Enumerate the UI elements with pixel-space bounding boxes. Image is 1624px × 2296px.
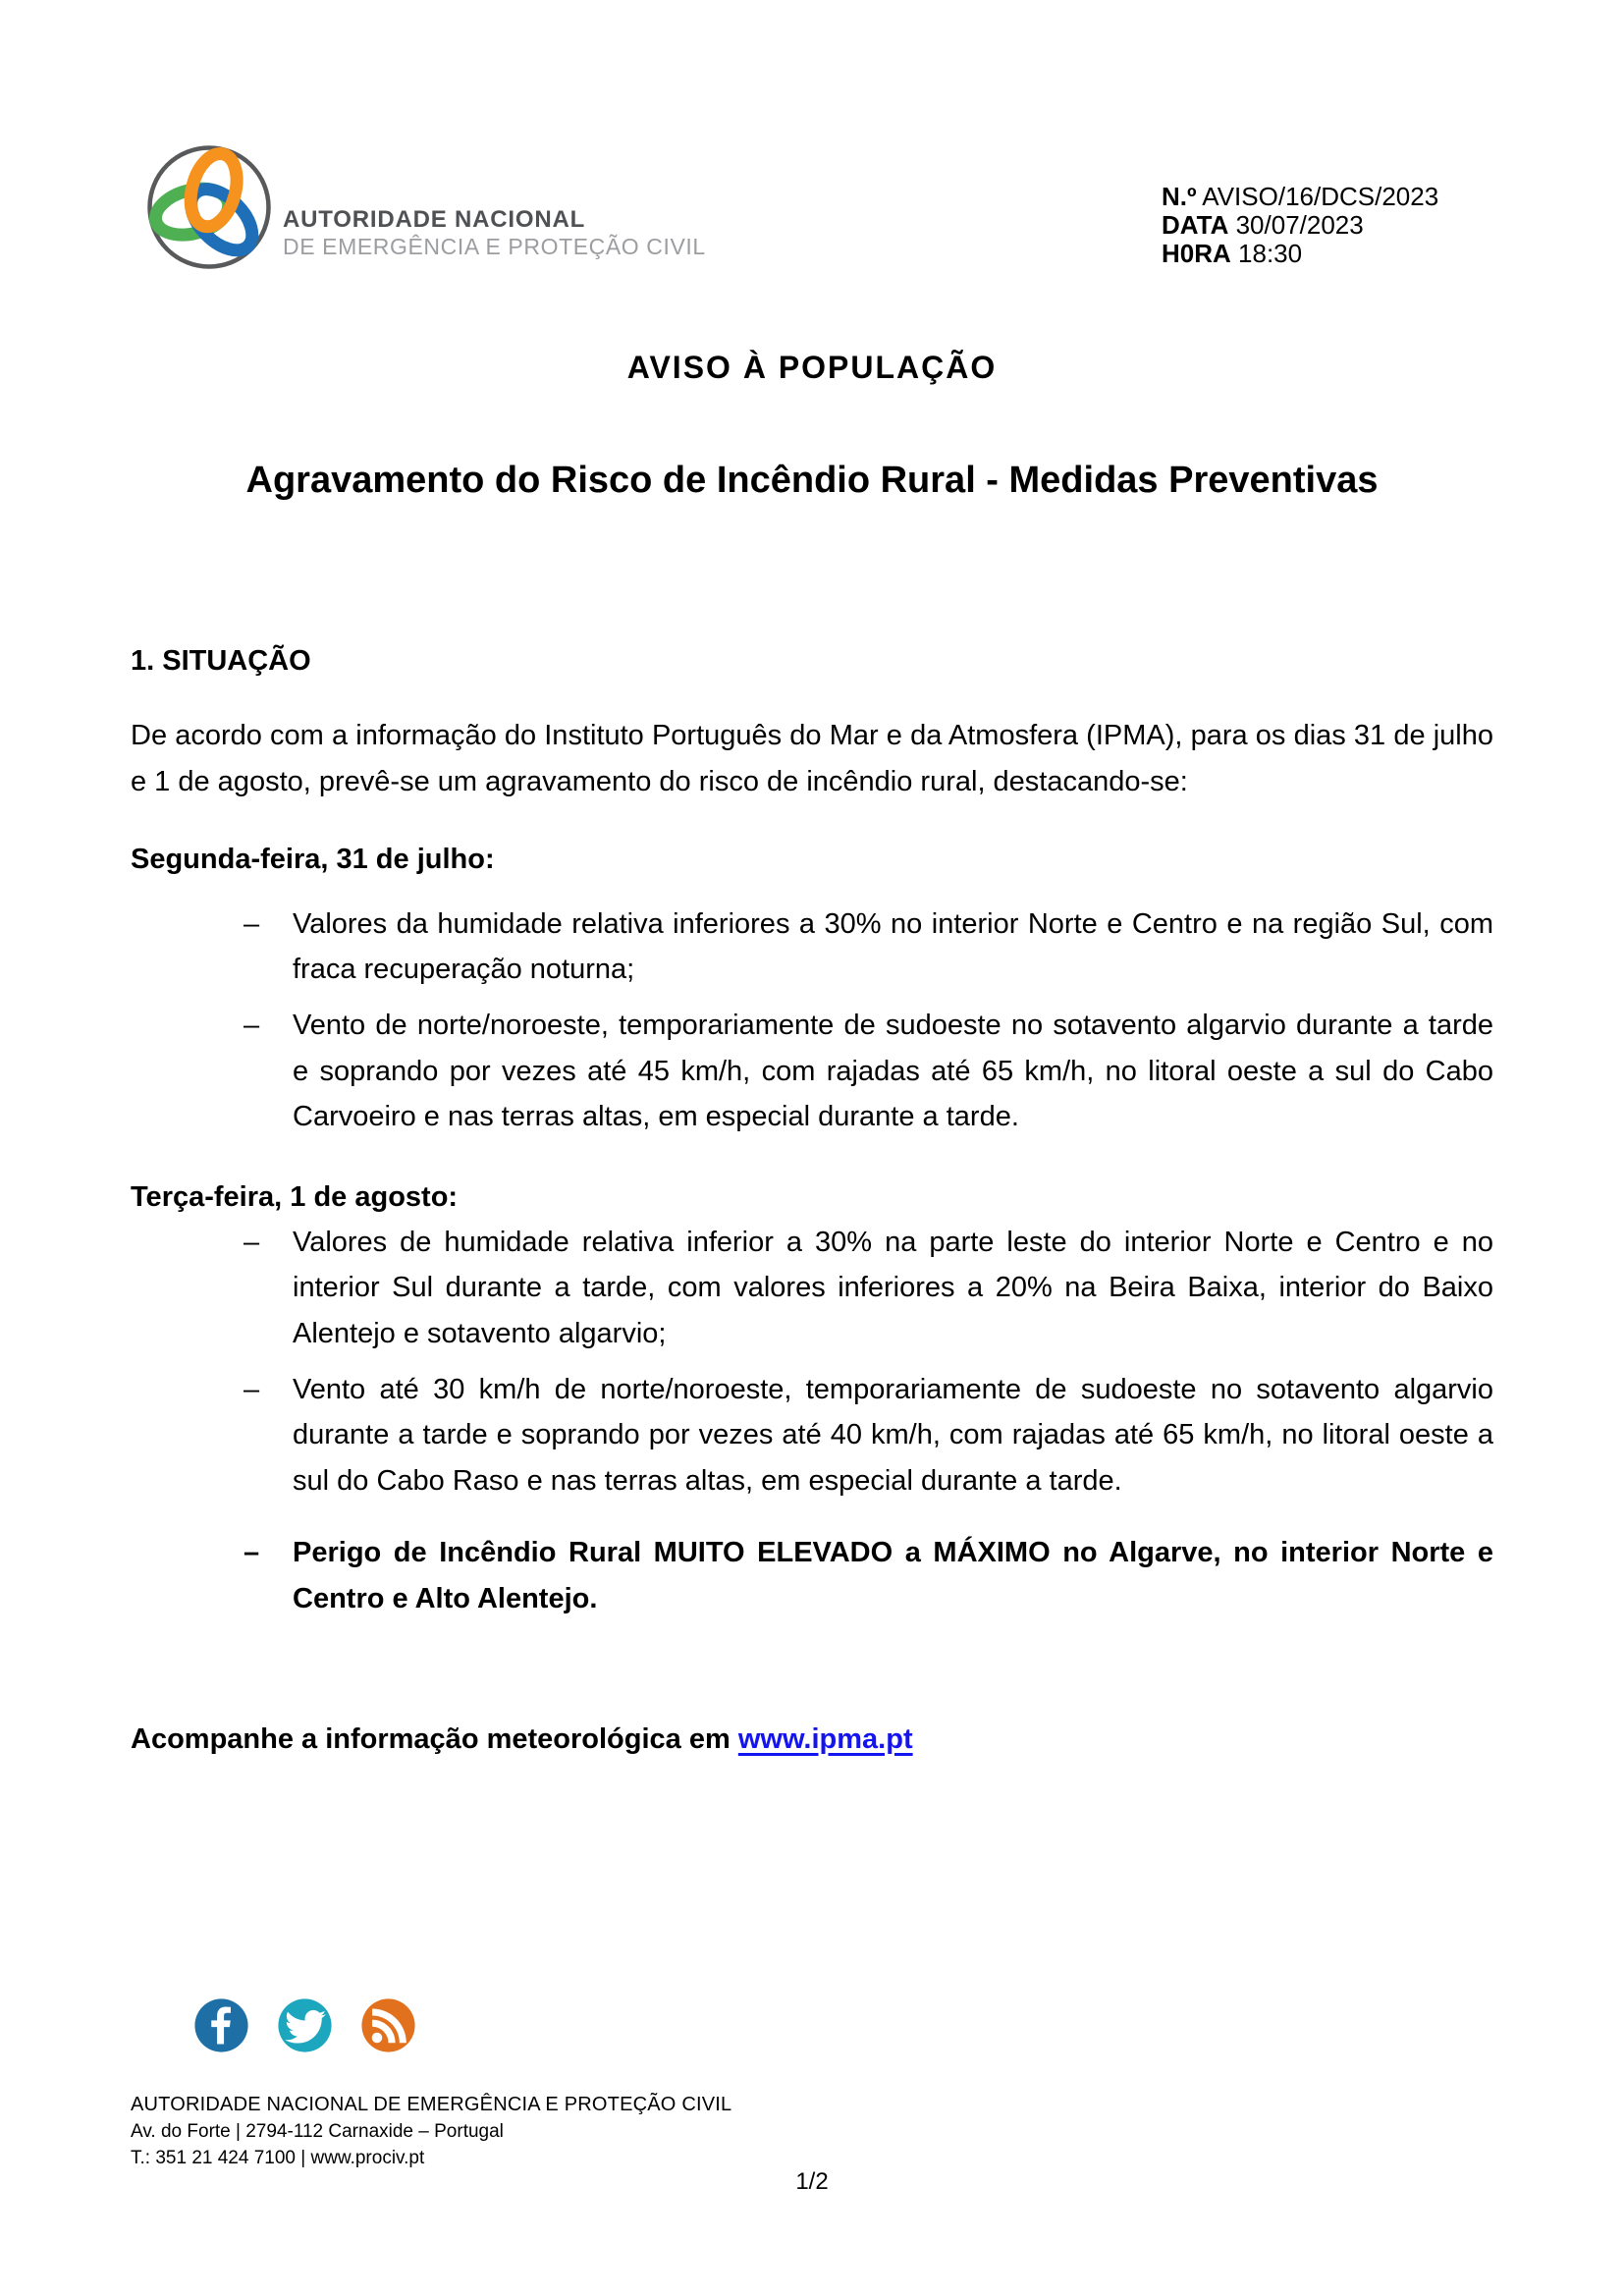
follow-weather-line [131,1717,1493,1762]
doc-time-label: H0RA [1162,239,1231,268]
facebook-icon[interactable] [193,1997,249,2053]
footer-org-name: AUTORIDADE NACIONAL DE EMERGÊNCIA E PROTEÇÃO CIVIL [131,2094,732,2115]
list-item [131,1003,1493,1139]
org-name [283,206,706,259]
doc-heading: Agravamento do Risco de Incêndio Rural - Medidas Preventivas [245,460,1379,501]
dash-bullet-icon [244,902,293,993]
dash-bullet-icon [244,1003,293,1139]
list-item [131,1367,1493,1503]
dash-bullet-icon [244,1367,293,1503]
org-name-line1: AUTORIDADE NACIONAL [283,205,586,233]
dash-bullet-icon [244,1530,293,1621]
ipma-link[interactable]: www.ipma.pt [737,1723,913,1756]
monday-bullet-1: Valores da humidade relativa inferiores a 30% no interior Norte e Centro e na região Sul, com fraca recuperação noturna; [293,907,1493,985]
intro-paragraph: De acordo com a informação do Instituto Português do Mar e da Atmosfera (IPMA), para os dias 31 de julho e 1 de agosto, prevê-se um agravamento do risco de incêndio rural, destacando-se: [131,720,1493,797]
list-item [131,902,1493,993]
doc-number-label: N.º [1162,182,1197,211]
anepc-trefoil-logo-icon [145,143,273,271]
dash-bullet-icon [244,1220,293,1356]
footer-contacts: T.: 351 21 424 7100 | www.prociv.pt [131,2148,425,2168]
subheading-monday: Segunda-feira, 31 de julho: [131,844,495,876]
rss-icon[interactable] [360,1997,416,2053]
subheading-tuesday: Terça-feira, 1 de agosto: [131,1180,459,1213]
list-item [131,1220,1493,1356]
list-item [131,1530,1493,1621]
tuesday-bullet-list [131,1220,1493,1621]
doc-number-value: AVISO/16/DCS/2023 [1202,182,1439,211]
section-heading-situacao: 1. SITUAÇÃO [131,645,311,677]
footer-address: Av. do Forte | 2794-112 Carnaxide – Portugal [131,2121,504,2142]
fire-danger-bold-bullet: Perigo de Incêndio Rural MUITO ELEVADO a MÁXIMO no Algarve, no interior Norte e Centro e Alto Alentejo. [293,1537,1493,1614]
doc-meta-number [1162,183,1438,211]
monday-bullet-2: Vento de norte/noroeste, temporariamente de sudoeste no sotavento algarvio durante a tarde e soprando por vezes até 45 km/h, com rajadas até 65 km/h, no litoral oeste a sul do Cabo Carvoeiro e nas terras altas, em especial durante a tarde. [293,1010,1493,1133]
twitter-icon[interactable] [277,1997,333,2053]
doc-body [131,638,1493,1762]
org-logo [145,143,706,271]
doc-meta-date [1162,211,1438,240]
doc-date-value: 30/07/2023 [1235,210,1364,240]
monday-bullet-list [131,902,1493,1140]
tuesday-bullet-2: Vento até 30 km/h de norte/noroeste, temporariamente de sudoeste no sotavento algarvio durante a tarde e soprando por vezes até 40 km/h, com rajadas até 65 km/h, no litoral oeste a sul do Cabo Raso e nas terras altas, em especial durante a tarde. [293,1374,1493,1497]
page-number: 1/2 [795,2168,829,2195]
doc-date-label: DATA [1162,210,1229,240]
doc-title: AVISO À POPULAÇÃO [626,350,998,385]
follow-weather-text: Acompanhe a informação meteorológica em [131,1723,738,1756]
tuesday-bullet-1: Valores de humidade relativa inferior a 30% na parte leste do interior Norte e Centro e no interior Sul durante a tarde, com valores inferiores a 20% na Beira Baixa, interior do Baixo Alentejo e sotavento algarvio; [293,1226,1493,1349]
org-name-line2: DE EMERGÊNCIA E PROTEÇÃO CIVIL [283,233,706,259]
doc-time-value: 18:30 [1238,239,1303,268]
social-icons [193,1997,416,2053]
doc-meta [1162,183,1438,268]
doc-meta-time [1162,240,1438,268]
footer [131,2092,731,2171]
